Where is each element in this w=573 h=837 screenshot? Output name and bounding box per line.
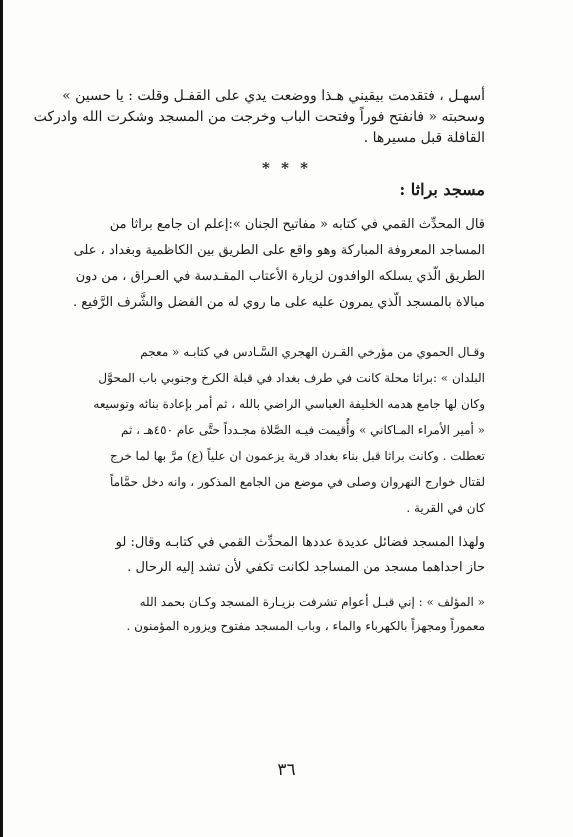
text-line: ولهذا المسجد فضائل عديدة عددها المحدِّث القمي في كتابـه وقال: لو	[115, 535, 485, 550]
section-heading: مسجد براثا :	[399, 180, 485, 199]
text-line: مبالاة بالمسجد الّذي يمرون عليه على ما روي له من الفضل والشَّرف الرَّفيع .	[73, 295, 485, 310]
text-line: تعطلت . وكانت براثا قبل بناء بغداد قرية يزعمون ان علياً (ع) مرَّ بها لما خرج	[109, 449, 485, 463]
intro-paragraph	[33, 86, 485, 149]
page-number: ٣٦	[277, 760, 296, 780]
text-line: « أمير الأمراء المـاكاني » وأُقيمت فيـه الصَّلاة مجـدداً حتَّى عام ٤٥٠هـ ، ثم	[121, 423, 485, 437]
paragraph-4	[75, 590, 485, 638]
text-line: البلدان » :براثا محلة كانت في طرف بغداد في قبلة الكرخ وجنوبي باب المحوَّل	[98, 371, 485, 385]
text-line: وكان لها جامع هدمه الخليفة العباسي الراضي بالله ، ثم أمر بإعادة بنائه وتوسيعه	[93, 397, 485, 411]
paragraph-3	[75, 530, 485, 580]
text-line: أسهـل ، فتقدمت بيقيني هـذا ووضعت يدي على القفـل وقلت : يا حسين »	[62, 88, 485, 104]
text-line: وقـال الحموي من مؤرخي القـرن الهجري السَّـادس في كتابـه « معجم	[140, 345, 485, 359]
text-line: كان في القرية .	[406, 501, 485, 515]
text-line: وسحبته « فانفتح فوراً وفتحت الباب وخرجت من المسجد وشكرت الله وادركت	[33, 109, 485, 125]
text-line: حاز احداهما مسجد من المساجد لكانت تكفي لأن تشد إليه الرحال .	[127, 560, 485, 575]
text-line: المساجد المعروفة المباركة وهو واقع على الطريق بين الكاظمية وبغداد ، على	[73, 243, 485, 258]
paragraph-1	[75, 212, 485, 316]
text-line: قال المحدِّث القمي في كتابه « مفاتيح الجنان »:إعلم ان جامع براثا من	[109, 217, 485, 232]
text-line: لقتال خوارج النهروان وصلى في موضع من الجامع المذكور ، وانه دخل حمَّاماً	[109, 475, 485, 489]
paragraph-2	[75, 339, 485, 521]
text-line: القافلة قبل مسيرها .	[363, 130, 485, 146]
section-separator: * * *	[262, 159, 311, 177]
scan-edge	[0, 0, 3, 837]
text-line: « المؤلف » : إني قبـل أعوام تشرفت بزيـارة المسجد وكـان بحمد الله	[139, 595, 485, 609]
text-line: معموراً ومجهزاً بالكهرباء والماء ، وباب المسجد مفتوح ويزوره المؤمنون .	[126, 619, 485, 633]
text-line: الطريق الّذي يسلكه الوافدون لزيارة الأعتاب المقـدسة في العـراق ، من دون	[75, 269, 485, 284]
